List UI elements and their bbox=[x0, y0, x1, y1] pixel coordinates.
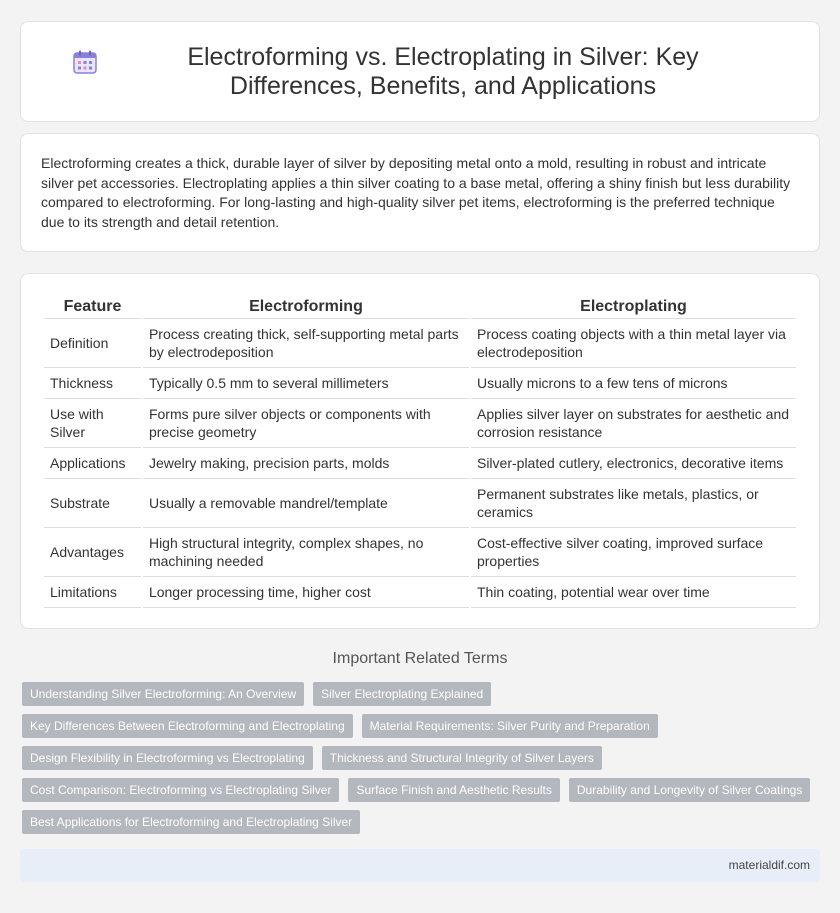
feature-cell: Substrate bbox=[44, 479, 141, 528]
electroforming-cell: Typically 0.5 mm to several millimeters bbox=[143, 368, 469, 399]
tag-row bbox=[22, 746, 822, 770]
related-term-tag[interactable]: Design Flexibility in Electroforming vs Electroplating bbox=[22, 746, 313, 770]
table-row bbox=[44, 448, 796, 479]
related-term-tag[interactable]: Best Applications for Electroforming and Electroplating Silver bbox=[22, 810, 360, 834]
related-term-tag[interactable]: Durability and Longevity of Silver Coatings bbox=[569, 778, 810, 802]
electroforming-cell: Jewelry making, precision parts, molds bbox=[143, 448, 469, 479]
table-row bbox=[44, 528, 796, 577]
header-feature: Feature bbox=[44, 296, 141, 319]
calendar-icon bbox=[72, 49, 98, 75]
related-term-tag[interactable]: Cost Comparison: Electroforming vs Electroplating Silver bbox=[22, 778, 339, 802]
electroplating-cell: Applies silver layer on substrates for aesthetic and corrosion resistance bbox=[471, 399, 796, 448]
related-term-tag[interactable]: Surface Finish and Aesthetic Results bbox=[348, 778, 559, 802]
related-terms-title: Important Related Terms bbox=[332, 650, 508, 667]
table-header-row bbox=[44, 296, 796, 319]
tag-row bbox=[22, 682, 822, 706]
electroforming-cell: Longer processing time, higher cost bbox=[143, 577, 469, 608]
table-row bbox=[44, 319, 796, 368]
table-row bbox=[44, 577, 796, 608]
electroplating-cell: Cost-effective silver coating, improved surface properties bbox=[471, 528, 796, 577]
tag-row bbox=[22, 714, 822, 738]
page-title: Electroforming vs. Electroplating in Silver: Key Differences, Benefits, and Applications bbox=[187, 42, 699, 100]
electroplating-cell: Silver-plated cutlery, electronics, decorative items bbox=[471, 448, 796, 479]
related-term-tag[interactable]: Key Differences Between Electroforming and Electroplating bbox=[22, 714, 353, 738]
electroplating-cell: Process coating objects with a thin metal layer via electrodeposition bbox=[471, 319, 796, 368]
related-term-tag[interactable]: Understanding Silver Electroforming: An Overview bbox=[22, 682, 304, 706]
feature-cell: Advantages bbox=[44, 528, 141, 577]
header-electroforming: Electroforming bbox=[143, 296, 469, 319]
related-term-tag[interactable]: Material Requirements: Silver Purity and Preparation bbox=[362, 714, 658, 738]
feature-cell: Definition bbox=[44, 319, 141, 368]
feature-cell: Applications bbox=[44, 448, 141, 479]
feature-cell: Limitations bbox=[44, 577, 141, 608]
comparison-table bbox=[42, 296, 798, 608]
electroplating-cell: Thin coating, potential wear over time bbox=[471, 577, 796, 608]
feature-cell: Use with Silver bbox=[44, 399, 141, 448]
electroforming-cell: High structural integrity, complex shapes, no machining needed bbox=[143, 528, 469, 577]
header-electroplating: Electroplating bbox=[471, 296, 796, 319]
electroforming-cell: Usually a removable mandrel/template bbox=[143, 479, 469, 528]
footer bbox=[20, 849, 820, 882]
related-terms-list bbox=[22, 682, 822, 842]
electroforming-cell: Process creating thick, self-supporting metal parts by electrodeposition bbox=[143, 319, 469, 368]
table-row bbox=[44, 479, 796, 528]
comparison-table-card bbox=[20, 273, 820, 629]
electroforming-cell: Forms pure silver objects or components with precise geometry bbox=[143, 399, 469, 448]
related-term-tag[interactable]: Silver Electroplating Explained bbox=[313, 682, 491, 706]
tag-row bbox=[22, 810, 822, 834]
table-row bbox=[44, 399, 796, 448]
title-card bbox=[20, 21, 820, 122]
table-row bbox=[44, 368, 796, 399]
electroplating-cell: Usually microns to a few tens of microns bbox=[471, 368, 796, 399]
title-wrap bbox=[72, 43, 768, 101]
footer-site-link[interactable]: materialdif.com bbox=[728, 858, 810, 872]
tag-row bbox=[22, 778, 822, 802]
related-term-tag[interactable]: Thickness and Structural Integrity of Silver Layers bbox=[322, 746, 602, 770]
intro-paragraph: Electroforming creates a thick, durable layer of silver by depositing metal onto a mold, resulting in robust and intricate silver pet accessories. Electroplating applies a thin silver coating to a base metal, offering a shiny finish but less durability compared to electroforming. For long-lasting and high-quality silver pet items, electroforming is the preferred technique due to its strength and detail retention. bbox=[41, 155, 791, 230]
intro-card bbox=[20, 133, 820, 252]
electroplating-cell: Permanent substrates like metals, plastics, or ceramics bbox=[471, 479, 796, 528]
feature-cell: Thickness bbox=[44, 368, 141, 399]
